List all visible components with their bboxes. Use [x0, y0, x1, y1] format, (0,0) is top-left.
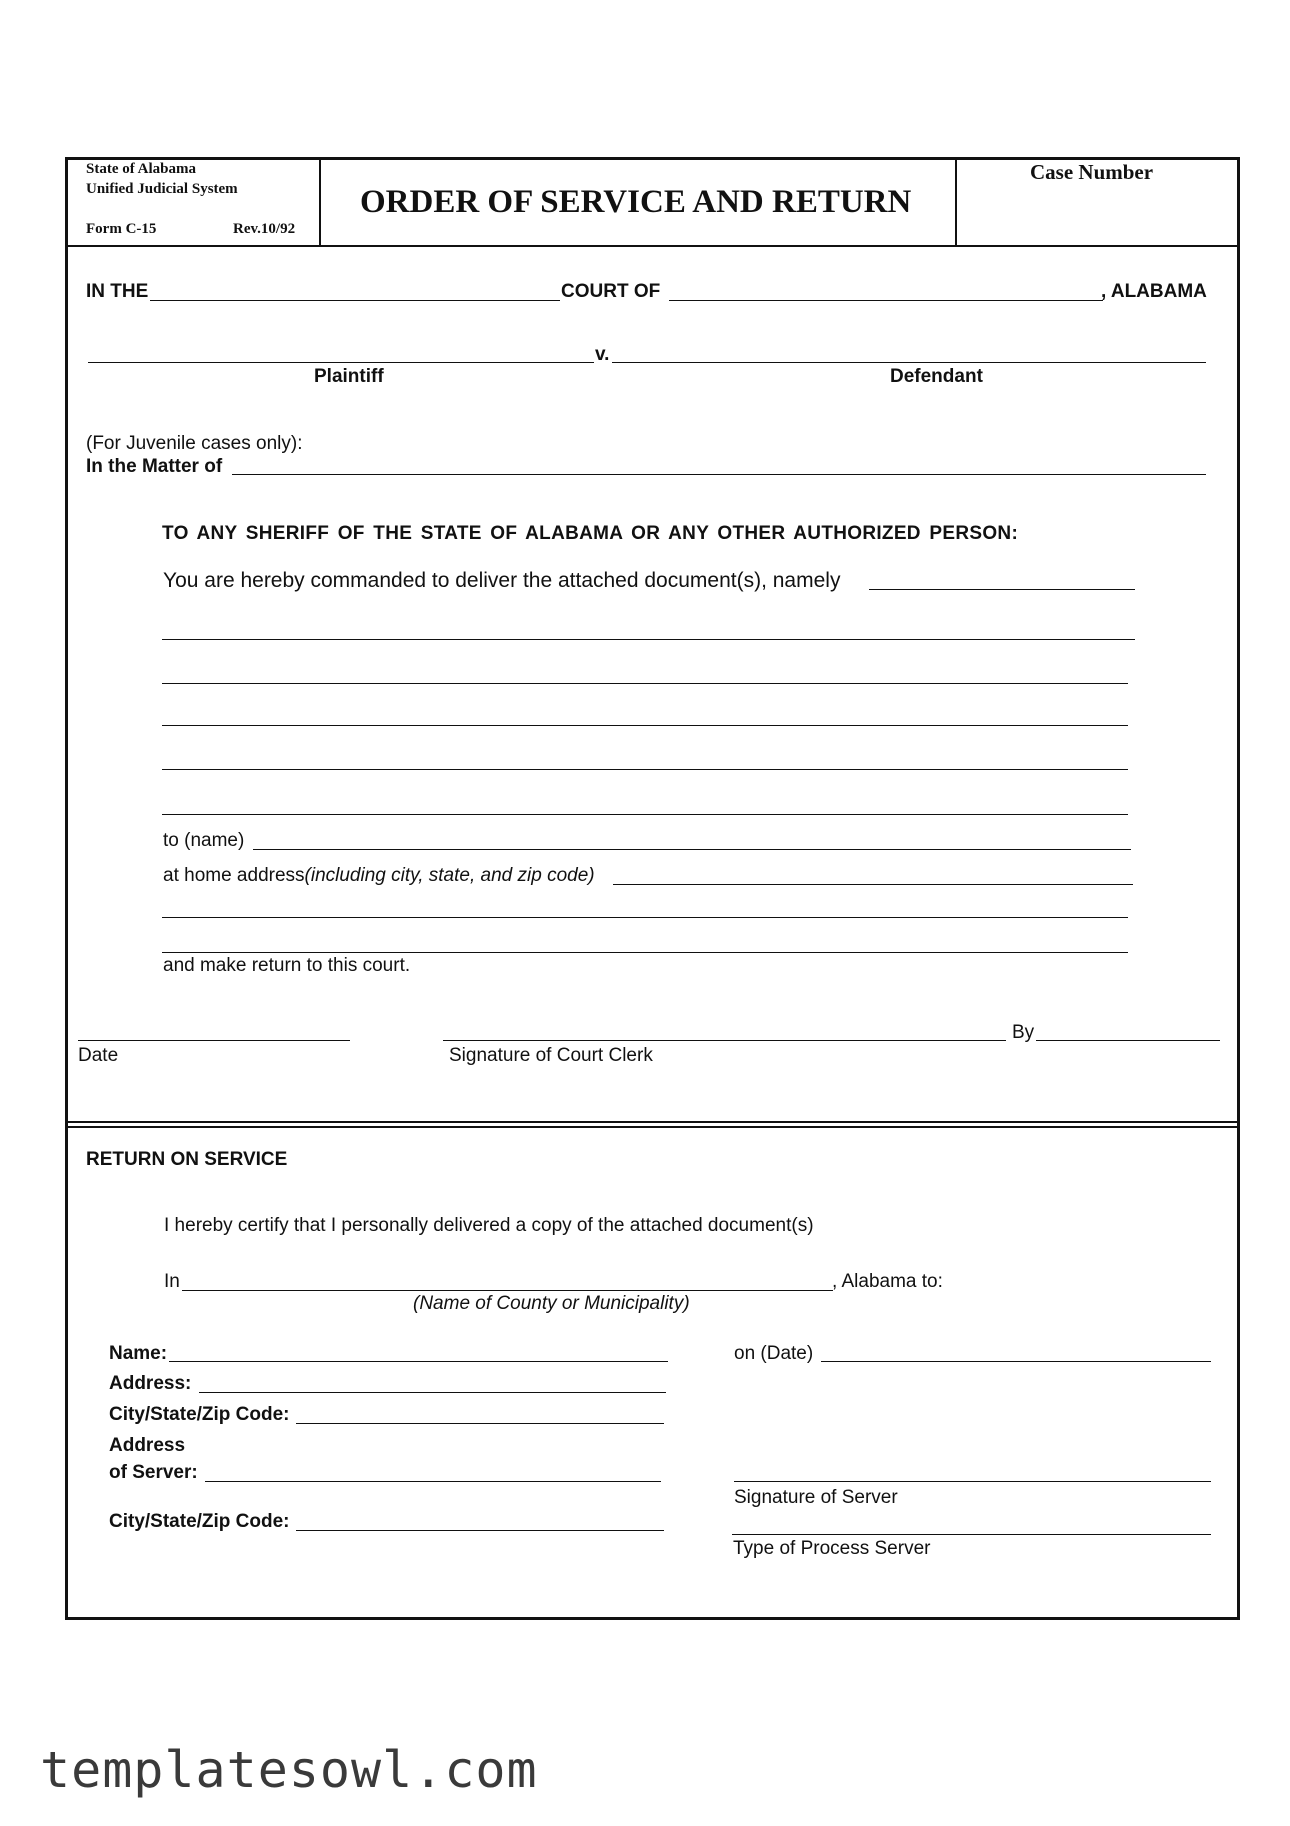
recipient-city-label: City/State/Zip Code: [109, 1404, 290, 1425]
command-text: You are hereby commanded to deliver the attached document(s), namely [163, 569, 841, 592]
recipient-address-field[interactable] [199, 1392, 666, 1393]
header-divider-left [319, 157, 321, 245]
in-matter-of-label: In the Matter of [86, 456, 223, 477]
juvenile-note: (For Juvenile cases only): [86, 433, 303, 454]
return-heading: RETURN ON SERVICE [86, 1149, 288, 1170]
documents-field-2[interactable] [162, 639, 1135, 640]
form-revision: Rev.10/92 [233, 221, 296, 237]
by-label: By [1012, 1022, 1035, 1043]
home-address-field-3[interactable] [162, 952, 1128, 953]
on-date-label: on (Date) [734, 1343, 814, 1364]
server-signature-label: Signature of Server [734, 1487, 898, 1508]
sheriff-address-line: TO ANY SHERIFF OF THE STATE OF ALABAMA OR ANY OTHER AUTHORIZED PERSON: [162, 523, 1019, 544]
server-city-field[interactable] [296, 1530, 664, 1531]
recipient-name-label: Name: [109, 1343, 168, 1364]
state-label: State of Alabama [86, 161, 196, 177]
court-name-field[interactable] [150, 300, 560, 301]
defendant-label: Defendant [890, 366, 983, 387]
alabama-label: , ALABAMA [1101, 281, 1207, 302]
header-divider-right [955, 157, 957, 245]
documents-field-1[interactable] [869, 589, 1135, 590]
server-address-label-2: of Server: [109, 1462, 198, 1483]
in-county-label: In [164, 1271, 180, 1292]
county-hint: (Name of County or Municipality) [413, 1293, 690, 1314]
server-address-field[interactable] [205, 1481, 661, 1482]
court-of-label: COURT OF [561, 281, 661, 302]
documents-field-6[interactable] [162, 814, 1128, 815]
court-county-field[interactable] [669, 300, 1103, 301]
alabama-to-label: , Alabama to: [832, 1271, 943, 1292]
server-address-label-1: Address [109, 1435, 186, 1456]
plaintiff-field[interactable] [88, 362, 594, 363]
in-matter-of-field[interactable] [232, 474, 1206, 475]
recipient-city-field[interactable] [296, 1423, 664, 1424]
clerk-signature-field[interactable] [443, 1040, 1006, 1041]
section-divider-top [65, 1121, 1240, 1123]
recipient-name-field[interactable] [169, 1361, 668, 1362]
home-address-field-1[interactable] [613, 884, 1133, 885]
home-address-label [163, 866, 595, 885]
server-type-label: Type of Process Server [733, 1538, 931, 1559]
documents-field-5[interactable] [162, 769, 1128, 770]
by-field[interactable] [1036, 1040, 1220, 1041]
home-address-prefix: at home address [163, 865, 305, 886]
server-signature-field[interactable] [734, 1481, 1211, 1482]
header-bottom-rule [65, 245, 1240, 247]
date-label: Date [78, 1045, 119, 1066]
versus-label: v. [595, 344, 610, 365]
server-city-label: City/State/Zip Code: [109, 1511, 290, 1532]
home-address-hint: (including city, state, and zip code) [304, 865, 595, 886]
service-date-field[interactable] [821, 1361, 1211, 1362]
to-name-label: to (name) [163, 830, 245, 851]
certify-text: I hereby certify that I personally delivered a copy of the attached document(s) [164, 1215, 814, 1236]
in-the-label: IN THE [86, 281, 149, 302]
server-type-field[interactable] [732, 1534, 1211, 1535]
form-title: ORDER OF SERVICE AND RETURN [360, 184, 912, 220]
form-number: Form C-15 [86, 221, 157, 237]
form-frame [65, 157, 1240, 1620]
case-number-label: Case Number [1030, 160, 1154, 184]
order-date-field[interactable] [78, 1040, 350, 1041]
county-field[interactable] [182, 1290, 833, 1291]
section-divider-bottom [65, 1126, 1240, 1128]
watermark-text: templatesowl.com [40, 1741, 538, 1799]
make-return-text: and make return to this court. [163, 955, 411, 976]
home-address-field-2[interactable] [162, 917, 1128, 918]
documents-field-3[interactable] [162, 683, 1128, 684]
clerk-signature-label: Signature of Court Clerk [449, 1045, 653, 1066]
to-name-field[interactable] [253, 849, 1131, 850]
plaintiff-label: Plaintiff [314, 366, 384, 387]
documents-field-4[interactable] [162, 725, 1128, 726]
system-label: Unified Judicial System [86, 181, 238, 197]
recipient-address-label: Address: [109, 1373, 192, 1394]
defendant-field[interactable] [612, 362, 1206, 363]
